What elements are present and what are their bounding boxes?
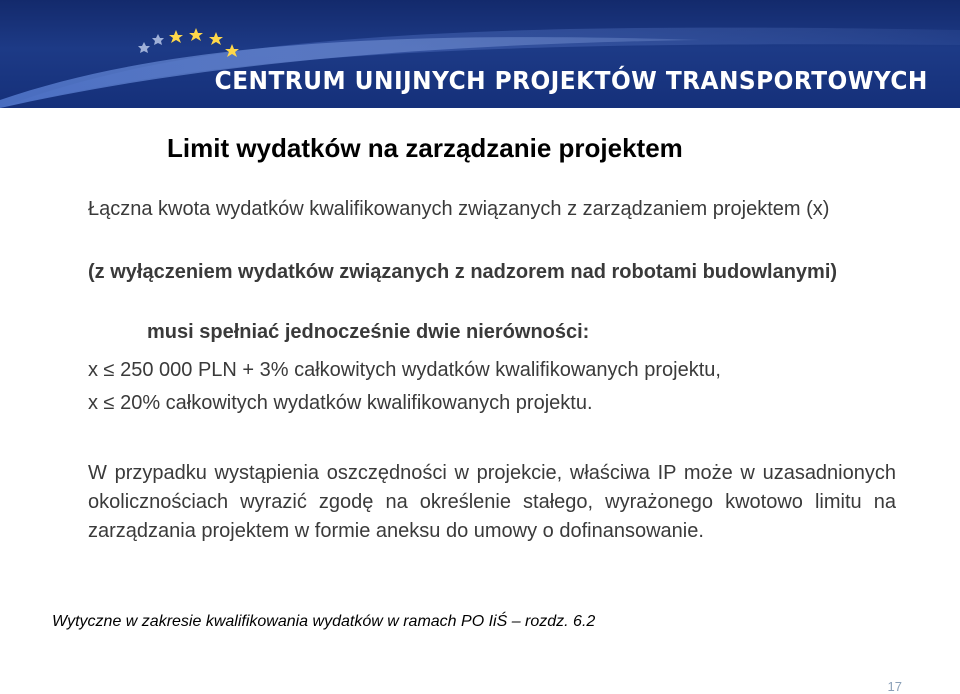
condition-intro: musi spełniać jednocześnie dwie nierówności: xyxy=(147,321,590,343)
paragraph-total-amount: Łączna kwota wydatków kwalifikowanych związanych z zarządzaniem projektem (x) xyxy=(88,198,830,220)
paragraph-savings: W przypadku wystąpienia oszczędności w projekcie, właściwa IP może w uzasadnionych okolicznościach wyrazić zgodę na określenie stałego, wyrażonego kwotowo limitu na zarządzania projektem w formie aneksu do umowy o dofinansowanie. xyxy=(88,462,896,542)
footnote-source: Wytyczne w zakresie kwalifikowania wydatków w ramach PO IiŚ – rozdz. 6.2 xyxy=(52,613,596,630)
header-banner xyxy=(0,0,960,108)
banner-org-name: CENTRUM UNIJNYCH PROJEKTÓW TRANSPORTOWYCH xyxy=(214,66,928,95)
inequality-1: x ≤ 250 000 PLN + 3% całkowitych wydatków kwalifikowanych projektu, xyxy=(88,359,721,381)
page-title: Limit wydatków na zarządzanie projektem xyxy=(167,133,683,163)
paragraph-exclusion: (z wyłączeniem wydatków związanych z nadzorem nad robotami budowlanymi) xyxy=(88,261,838,283)
inequality-2: x ≤ 20% całkowitych wydatków kwalifikowanych projektu. xyxy=(88,392,593,414)
page-number: 17 xyxy=(887,679,902,694)
